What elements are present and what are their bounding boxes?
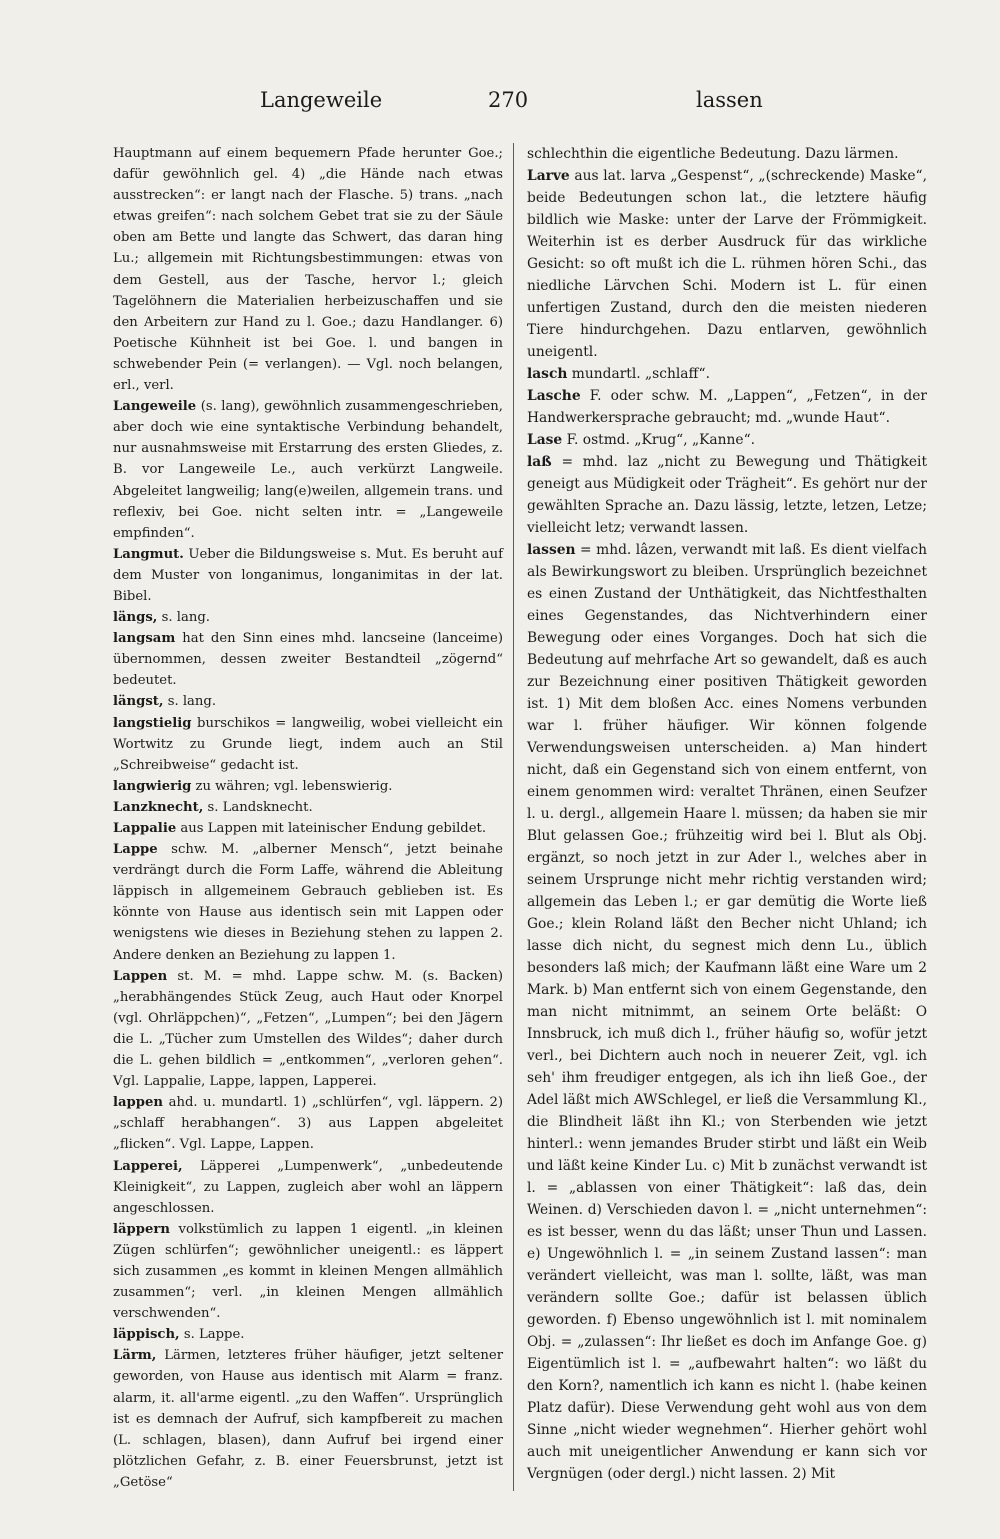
- entry-text: hat den Sinn eines mhd. lancseine (lanceime) übernommen, dessen zweiter Bestandteil „zögernd“ bedeutet.: [113, 631, 503, 689]
- entry-text: s. lang.: [161, 610, 210, 626]
- entry-text: = mhd. lâzen, verwandt mit laß. Es dient vielfach als Bewirkungswort zu bleiben. Ursprünglich bezeichnet es einen Zustand der Unthätigkeit, das Nichtfesthalten eines Gegenstandes, das Nichtverhindern einer Bewegung oder eines Vorganges. Doch hat sich die Bedeutung auf mehrfache Art so gewandelt, daß es auch zur Bezeichnung einer positiven Thätigkeit geworden ist. 1) Mit dem bloßen Acc. eines Nomens verbunden war l. früher häufiger. Wir können folgende Verwendungsweisen unterscheiden. a) Man hindert nicht, daß ein Gegenstand sich von einem entfernt, von einem genommen wird: veraltet Thränen, einen Seufzer l. u. dergl., allgemein Haare l. müssen; da haben sie mir Blut gelassen Goe.; frühzeitig wird bei l. Blut als Obj. ergänzt, so noch jetzt in zur Ader l., welches aber in seinem Ursprunge nicht mehr richtig verstanden wird; allgemein das Leben l.; er gar demütig die Worte ließ Goe.; klein Roland läßt den Becher nicht Uhland; ich lasse dich nicht, du segnest mich denn Lu., üblich besonders laß mich; der Kaufmann läßt eine Ware um 2 Mark. b) Man entfernt sich von einem Gegenstande, den man nicht mitnimmt, an seinem Orte beläßt: O Innsbruck, ich muß dich l., früher häufig so, wofür jetzt verl., bei Dichtern auch noch in neuerer Zeit, vgl. ich seh' ihm freudiger entgegen, als ich ihn ließ Goe., der Adel läßt mich AWSchlegel, er ließ die Versammlung Kl., die Blindheit läßt ihn Kl.; von Sterbenden wie jetzt hinterl.: wenn jemandes Bruder stirbt und läßt ein Weib und läßt keine Kinder Lu. c) Mit b zunächst verwandt ist l. = „ablassen von einer Thätigkeit“: laß das, dein Weinen. d) Verschieden davon l. = „nicht unternehmen“: es ist besser, wenn du das läßt; unser Thun und Lassen. e) Ungewöhnlich l. = „in seinem Zustand lassen“: man verändert vielleicht, was man l. sollte, läßt, was man verändern sollte Goe.; dafür ist belassen üblich geworden. f) Ebenso ungewöhnlich ist l. mit nominalem Obj. = „zulassen“: Ihr ließet es doch im Anfange Goe. g) Eigentümlich ist l. = „aufbewahrt halten“: wo läßt du den Korn?, namentlich ich kann es nicht l. (habe keinen Platz dafür). Diese Verwendung geht wohl aus von dem Sinne „nicht wieder wegnehmen“. Hierher gehört wohl auch mit uneigentlicher Anwendung er kann sich vor Vergnügen (oder dergl.) nicht lassen. 2) Mit: [527, 542, 928, 1482]
- left-entries: [113, 396, 503, 1493]
- entry-headword: lassen: [527, 542, 576, 558]
- entry-headword: längst,: [113, 694, 164, 710]
- dictionary-entry: [113, 1092, 503, 1155]
- entry-text: Läpperei „Lumpenwerk“, „unbedeutende Kleinigkeit“, zu Lappen, zugleich aber wohl an läppern angeschlossen.: [113, 1158, 503, 1216]
- right-column: [527, 143, 927, 1485]
- dictionary-entry: [113, 818, 503, 839]
- entry-headword: Lase: [527, 432, 563, 448]
- column-divider: [513, 143, 514, 1491]
- entry-headword: Lappe: [113, 842, 158, 858]
- dictionary-entry: [113, 1324, 503, 1345]
- entry-text: s. lang.: [167, 694, 217, 710]
- entry-text: burschikos = langweilig, wobei vielleicht ein Wortwitz zu Grunde liegt, indem auch an Stil „Schreibweise“ gedacht ist.: [113, 715, 503, 773]
- dictionary-entry: [113, 691, 503, 712]
- entry-text: F. ostmd. „Krug“, „Kanne“.: [566, 432, 756, 448]
- entry-text: (s. lang), gewöhnlich zusammengeschrieben, aber doch wie eine syntaktische Verbindung behandelt, nur ausnahmsweise mit Erstarrung des ersten Gliedes, z. B. vor Langeweile Le., auch verkürzt Langweile. Abgeleitet langweilig; lang(e)weilen, allgemein trans. und reflexiv, bei Goe. nicht selten intr. = „Langeweile empfinden“.: [113, 399, 503, 541]
- dictionary-entry: [527, 429, 927, 451]
- dictionary-entry: [113, 797, 503, 818]
- running-head-left: Langeweile: [260, 88, 383, 112]
- page-number: 270: [488, 88, 529, 112]
- dictionary-entry: [113, 1345, 503, 1493]
- entry-text: volkstümlich zu lappen 1 eigentl. „in kleinen Zügen schlürfen“; gewöhnlicher uneigentl.: es läppert sich zusammen „es kommt in kleinen Mengen allmählich zusammen“; verl. „in kleinen Mengen allmählich verschwenden“.: [113, 1221, 503, 1322]
- entry-headword: Lappen: [113, 968, 168, 984]
- entry-text: = mhd. laz „nicht zu Bewegung und Thätigkeit geneigt aus Müdigkeit oder Trägheit“. Es gehört nur der gewählten Sprache an. Dazu lässig, letzte, letzen, Letze; vielleicht letz; verwandt lassen.: [527, 454, 928, 536]
- dictionary-entry: [113, 628, 503, 691]
- entry-headword: Larve: [527, 168, 570, 184]
- entry-headword: langstielig: [113, 715, 192, 731]
- right-entries: [527, 165, 927, 1485]
- dictionary-entry: [113, 607, 503, 628]
- entry-text: s. Landsknecht.: [207, 799, 313, 815]
- entry-text: aus lat. larva „Gespenst“, „(schreckende) Maske“, beide Bedeutungen schon lat., die letztere häufig bildlich wie Maske: unter der Larve der Frömmigkeit. Weiterhin ist es derber Ausdruck für das wirkliche Gesicht: so oft mußt ich die L. rühmen hören Schi., das niedliche Lärvchen Schi. Modern ist L. für einen unfertigen Zustand, durch den die meisten niederen Tiere hindurchgehen. Dazu entlarven, gewöhnlich uneigentl.: [527, 168, 927, 360]
- entry-headword: Lapperei,: [113, 1158, 183, 1174]
- dictionary-entry: [527, 539, 927, 1485]
- dictionary-entry: [527, 363, 927, 385]
- dictionary-entry: [527, 385, 927, 429]
- entry-headword: Langeweile: [113, 399, 197, 415]
- dictionary-entry: [113, 544, 503, 607]
- dictionary-entry: [527, 165, 927, 363]
- dictionary-entry: [113, 776, 503, 797]
- entry-headword: Lasche: [527, 388, 581, 404]
- left-column: [113, 143, 503, 1493]
- entry-text: zu währen; vgl. lebenswierig.: [195, 778, 393, 794]
- entry-headword: lasch: [527, 366, 568, 382]
- entry-text: ahd. u. mundartl. 1) „schlürfen“, vgl. läppern. 2) „schlaff herabhangen“. 3) aus Lappen abgeleitet „flicken“. Vgl. Lappe, Lappen.: [113, 1095, 503, 1153]
- entry-headword: Lappalie: [113, 821, 177, 836]
- dictionary-entry: [113, 839, 503, 966]
- entry-headword: läppern: [113, 1221, 170, 1237]
- entry-headword: langwierig: [113, 778, 192, 794]
- entry-text: aus Lappen mit lateinischer Endung gebildet.: [180, 821, 487, 836]
- dictionary-entry: [113, 396, 503, 544]
- entry-headword: Lärm,: [113, 1348, 157, 1364]
- dictionary-entry: [113, 1219, 503, 1324]
- dictionary-entry: [113, 966, 503, 1093]
- entry-headword: längs,: [113, 610, 158, 626]
- left-column-continuation: Hauptmann auf einem bequemern Pfade herunter Goe.; dafür gewöhnlich gel. 4) „die Hände nach etwas ausstrecken“: er langt nach der Flasche. 5) trans. „nach etwas greifen“: nach solchem Gebet trat sie zu der Säule oben am Bette und langte das Schwert, das daran hing Lu.; allgemein mit Richtungsbestimmungen: etwas von dem Gestell, aus der Tasche, hervor l.; gleich Tagelöhnern die Materialien herbeizuschaffen und sie den Arbeitern zur Hand zu l. Goe.; dazu Handlanger. 6) Poetische Kühnheit ist bei Goe. l. und bangen in schwebender Pein (= verlangen). — Vgl. noch belangen, erl., verl.: [113, 146, 503, 394]
- entry-text: mundartl. „schlaff“.: [571, 366, 710, 382]
- right-column-continuation: schlechthin die eigentliche Bedeutung. Dazu lärmen.: [527, 146, 899, 162]
- running-head-right: lassen: [696, 88, 763, 112]
- page-header: [118, 88, 938, 120]
- dictionary-entry: [113, 713, 503, 776]
- entry-text: s. Lappe.: [183, 1327, 245, 1343]
- entry-headword: lappen: [113, 1095, 163, 1111]
- entry-headword: langsam: [113, 631, 176, 647]
- entry-text: st. M. = mhd. Lappe schw. M. (s. Backen) „herabhängendes Stück Zeug, auch Haut oder Knorpel (vgl. Ohrläppchen)“, „Fetzen“, „Lumpen“; bei den Jägern die L. „Tücher zum Umstellen des Wildes“; daher durch die L. gehen bildlich = „entkommen“, „verloren gehen“. Vgl. Lappalie, Lappe, lappen, Lapperei.: [113, 968, 503, 1090]
- dictionary-entry: [113, 1156, 503, 1219]
- dictionary-entry: [527, 451, 927, 539]
- entry-headword: Langmut.: [113, 546, 184, 562]
- entry-headword: läppisch,: [113, 1327, 180, 1343]
- entry-text: F. oder schw. M. „Lappen“, „Fetzen“, in der Handwerkersprache gebraucht; md. „wunde Haut“.: [527, 388, 928, 426]
- entry-headword: laß: [527, 454, 552, 470]
- entry-headword: Lanzknecht,: [113, 799, 204, 815]
- entry-text: Ueber die Bildungsweise s. Mut. Es beruht auf dem Muster von longanimus, longanimitas in der lat. Bibel.: [113, 546, 503, 604]
- entry-text: Lärmen, letzteres früher häufiger, jetzt seltener geworden, von Hause aus identisch mit Alarm = franz. alarm, it. all'arme eigentl. „zu den Waffen“. Ursprünglich ist es demnach der Aufruf, sich kampfbereit zu machen (L. schlagen, blasen), dann Aufruf bei irgend einer plötzlichen Gefahr, z. B. einer Feuersbrunst, jetzt ist „Getöse“: [113, 1348, 503, 1490]
- entry-text: schw. M. „alberner Mensch“, jetzt beinahe verdrängt durch die Form Laffe, während die Ableitung läppisch in allgemeinem Gebrauch geblieben ist. Es könnte von Hause aus identisch sein mit Lappen oder wenigstens wie dieses in Beziehung stehen zu lappen 2. Andere denken an Beziehung zu lappen 1.: [113, 842, 503, 963]
